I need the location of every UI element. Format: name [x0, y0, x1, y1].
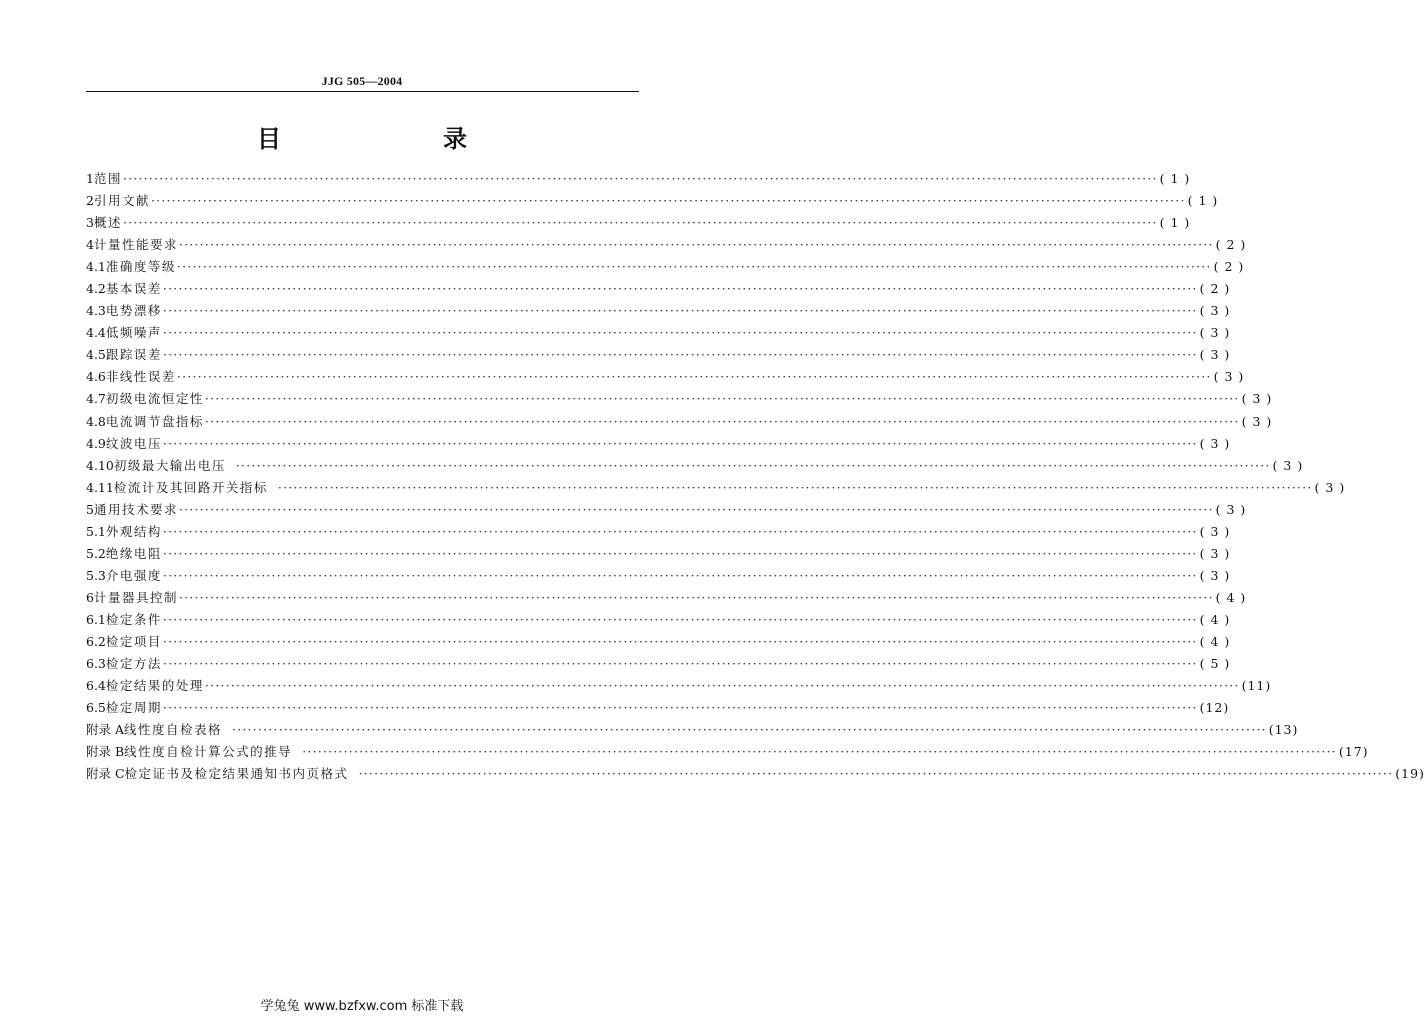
toc-leader-dots: ········································································································································································································: [204, 413, 1240, 429]
toc-entry-page: ( 3 ): [1199, 523, 1231, 539]
toc-entry-label: 计量器具控制: [93, 589, 178, 605]
toc-entry[interactable]: [86, 168, 1191, 190]
toc-entry-label: 引用文献: [93, 193, 150, 209]
toc-entry-page: ( 2 ): [1215, 237, 1247, 253]
toc-entry-page: ( 3 ): [1215, 501, 1247, 517]
footer-watermark[interactable]: 学兔兔 www.bzfxw.com 标准下载: [260, 999, 464, 1014]
toc-leader-dots: ········································································································································································································: [162, 325, 1198, 341]
toc-entry[interactable]: [86, 322, 1231, 344]
header-rule: [86, 91, 639, 92]
toc-entry[interactable]: [86, 344, 1231, 366]
toc-entry-label: 电流调节盘指标: [105, 413, 204, 429]
toc-entry[interactable]: [86, 212, 1191, 234]
toc-entry-page: (11): [1241, 678, 1272, 694]
toc-leader-dots: ········································································································································································································: [232, 722, 1267, 738]
toc-entry[interactable]: [86, 455, 1304, 477]
toc-entry-label: 范围: [93, 171, 122, 186]
toc-leader-dots: ········································································································································································································: [162, 347, 1198, 363]
toc-entry-number: 1: [86, 171, 94, 186]
toc-entry[interactable]: [86, 256, 1245, 278]
toc-entry-number: 3: [86, 215, 94, 231]
toc-entry-label: 线性度自检表格: [124, 722, 223, 738]
toc-entry-number: 4.6: [86, 369, 106, 385]
toc-leader-dots: ········································································································································································································: [162, 611, 1198, 627]
toc-entry-label: 检定条件: [105, 611, 162, 627]
toc-entry[interactable]: [86, 499, 1247, 521]
toc-leader-dots: ········································································································································································································: [176, 369, 1212, 385]
toc-entry-label: 检定周期: [105, 700, 162, 716]
toc-entry-page: (19): [1395, 766, 1425, 782]
toc-entry[interactable]: [86, 609, 1231, 631]
toc-entry-page: ( 3 ): [1199, 545, 1231, 561]
toc-entry-number: 6.5: [86, 700, 106, 716]
toc-leader-dots: ········································································································································································································: [122, 215, 1158, 231]
toc-entry-number: 4.10: [86, 457, 114, 473]
toc-leader-dots: ········································································································································································································: [178, 589, 1214, 605]
toc-entry[interactable]: [86, 653, 1231, 675]
toc-entry-label: 介电强度: [105, 567, 162, 583]
toc-leader-dots: ········································································································································································································: [178, 501, 1214, 517]
toc-entry-number: 6.4: [86, 678, 106, 694]
toc-entry-page: ( 3 ): [1199, 435, 1231, 451]
toc-entry-label: 非线性误差: [105, 369, 176, 385]
toc-leader-dots: ········································································································································································································: [122, 171, 1158, 186]
toc-entry-page: ( 3 ): [1314, 479, 1346, 495]
toc-entry-label: 概述: [93, 215, 122, 231]
toc-entry[interactable]: [86, 234, 1247, 256]
toc-entry-page: ( 3 ): [1213, 369, 1245, 385]
toc-entry-label: 初级电流恒定性: [105, 391, 204, 407]
toc-entry[interactable]: [86, 278, 1231, 300]
toc-entry-page: ( 3 ): [1199, 567, 1231, 583]
toc-entry[interactable]: [86, 411, 1273, 433]
toc-leader-dots: ········································································································································································································: [162, 303, 1198, 319]
toc-entry-number: 5: [86, 501, 94, 517]
toc-entry[interactable]: [86, 300, 1231, 322]
toc-leader-dots: ········································································································································································································: [178, 237, 1214, 253]
toc-entry-page: ( 4 ): [1199, 633, 1231, 649]
toc-entry-number: 4.1: [86, 259, 106, 275]
toc-leader-dots: ········································································································································································································: [176, 259, 1212, 275]
toc-leader-dots: ········································································································································································································: [358, 766, 1394, 782]
toc-entry[interactable]: [86, 521, 1231, 543]
toc-entry-page: ( 3 ): [1241, 391, 1273, 407]
toc-entry-page: ( 4 ): [1199, 611, 1231, 627]
toc-entry[interactable]: [86, 763, 1425, 785]
toc-entry[interactable]: [86, 477, 1346, 499]
toc-entry[interactable]: [86, 741, 1369, 763]
toc-entry[interactable]: [86, 587, 1247, 609]
toc-entry-number: 2: [86, 193, 94, 209]
toc-entry-page: ( 3 ): [1199, 325, 1231, 341]
toc-entry-number: 4.4: [86, 325, 106, 341]
toc-entry-label: 低频噪声: [105, 325, 162, 341]
toc-entry-number: 4.7: [86, 391, 106, 407]
toc-entry-label: 外观结构: [105, 523, 162, 539]
toc-leader-dots: ········································································································································································································: [302, 744, 1337, 760]
toc-entry-page: ( 3 ): [1199, 347, 1231, 363]
toc-entry-page: ( 4 ): [1215, 589, 1247, 605]
toc-entry-number: 6.2: [86, 633, 106, 649]
toc-entry-number: 附录 C: [86, 766, 125, 782]
toc-entry-label: 检定结果的处理: [105, 678, 204, 694]
toc-entry[interactable]: [86, 697, 1230, 719]
toc-entry-number: 6.3: [86, 656, 106, 672]
toc-entry-label: 准确度等级: [105, 259, 176, 275]
toc-entry-label: 跟踪误差: [105, 347, 162, 363]
toc-entry[interactable]: [86, 190, 1219, 212]
toc-leader-dots: ········································································································································································································: [162, 656, 1198, 672]
toc-leader-dots: ········································································································································································································: [162, 435, 1198, 451]
toc-entry-number: 5.2: [86, 545, 106, 561]
toc-entry[interactable]: [86, 433, 1231, 455]
toc-entry-page: (13): [1268, 722, 1299, 738]
toc-entry[interactable]: [86, 631, 1231, 653]
toc-entry-page: ( 3 ): [1199, 303, 1231, 319]
toc-entry-page: ( 2 ): [1213, 259, 1245, 275]
toc-leader-dots: ········································································································································································································: [235, 457, 1271, 473]
toc-entry[interactable]: [86, 388, 1273, 410]
toc-entry-number: 5.3: [86, 567, 106, 583]
toc-entry-number: 附录 B: [86, 744, 125, 760]
toc-entry-label: 纹波电压: [105, 435, 162, 451]
toc-entry-label: 初级最大输出电压: [113, 457, 226, 473]
toc-entry-label: 检定证书及检定结果通知书内页格式: [124, 766, 349, 782]
toc-leader-dots: ········································································································································································································: [162, 281, 1198, 297]
toc-entry-number: 4.8: [86, 413, 106, 429]
toc-leader-dots: ········································································································································································································: [162, 633, 1198, 649]
toc-entry-number: 4.11: [86, 479, 114, 495]
toc-entry-number: 4.5: [86, 347, 106, 363]
toc-entry-page: ( 1 ): [1159, 215, 1191, 231]
table-of-contents: [86, 168, 1425, 785]
toc-leader-dots: ········································································································································································································: [277, 479, 1313, 495]
toc-entry-label: 电势漂移: [105, 303, 162, 319]
toc-leader-dots: ········································································································································································································: [204, 678, 1240, 694]
toc-entry[interactable]: [86, 675, 1272, 697]
toc-entry-label: 检定项目: [105, 633, 162, 649]
toc-entry-page: ( 2 ): [1199, 281, 1231, 297]
toc-entry-label: 检流计及其回路开关指标: [113, 479, 268, 495]
toc-entry-page: ( 1 ): [1187, 193, 1219, 209]
toc-leader-dots: ········································································································································································································: [162, 567, 1198, 583]
toc-entry-page: ( 1 ): [1159, 171, 1191, 186]
toc-entry-number: 6.1: [86, 611, 106, 627]
toc-leader-dots: ········································································································································································································: [204, 391, 1240, 407]
toc-entry-number: 4.9: [86, 435, 106, 451]
toc-entry-page: ( 5 ): [1199, 656, 1231, 672]
toc-entry-page: ( 3 ): [1241, 413, 1273, 429]
toc-entry-label: 线性度自检计算公式的推导: [124, 744, 293, 760]
toc-entry-number: 4.2: [86, 281, 106, 297]
toc-entry-label: 检定方法: [105, 656, 162, 672]
toc-entry[interactable]: [86, 366, 1245, 388]
toc-entry[interactable]: [86, 565, 1231, 587]
toc-entry-number: 5.1: [86, 523, 106, 539]
toc-entry-page: (17): [1338, 744, 1369, 760]
toc-entry-number: 4: [86, 237, 94, 253]
toc-entry-number: 6: [86, 589, 94, 605]
toc-entry-label: 基本误差: [105, 281, 162, 297]
toc-entry-label: 绝缘电阻: [105, 545, 162, 561]
standard-code: JJG 505—2004: [321, 74, 403, 88]
toc-leader-dots: ········································································································································································································: [150, 193, 1186, 209]
toc-leader-dots: ········································································································································································································: [162, 545, 1198, 561]
toc-title: 目 录: [257, 125, 505, 153]
toc-entry-label: 通用技术要求: [93, 501, 178, 517]
toc-entry-page: (12): [1199, 700, 1230, 716]
toc-leader-dots: ········································································································································································································: [162, 700, 1198, 716]
toc-leader-dots: ········································································································································································································: [162, 523, 1198, 539]
toc-entry[interactable]: [86, 719, 1299, 741]
toc-entry[interactable]: [86, 543, 1231, 565]
toc-entry-label: 计量性能要求: [93, 237, 178, 253]
toc-entry-number: 4.3: [86, 303, 106, 319]
toc-entry-page: ( 3 ): [1272, 457, 1304, 473]
toc-entry-number: 附录 A: [86, 722, 125, 738]
